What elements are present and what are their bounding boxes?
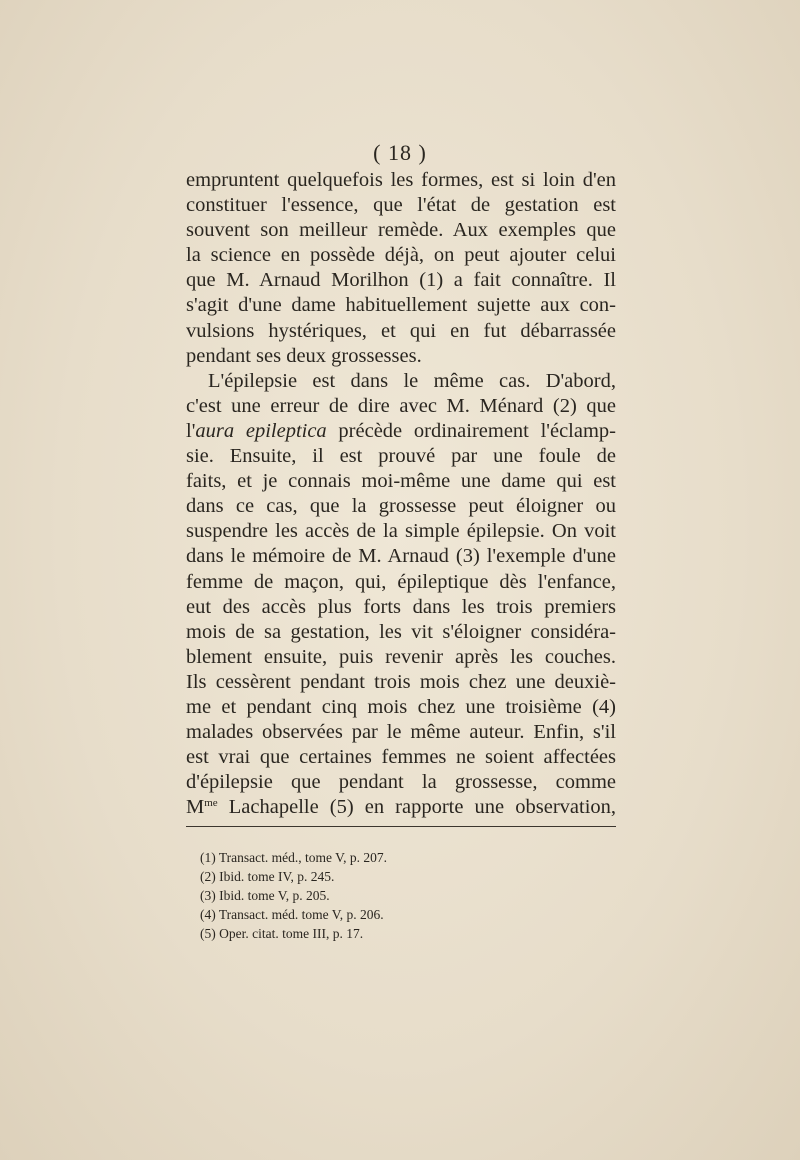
text-line: empruntent quelquefois les formes, est si loin d'en [186, 169, 616, 191]
text-line: suspendre les accès de la simple épilepsie. On voit [186, 520, 616, 543]
text-line: me et pendant cinq mois chez une troisième (4) [186, 695, 616, 718]
text-line: est vrai que certaines femmes ne soient affectées [186, 746, 616, 769]
footnote: (5) Oper. citat. tome III, p. 17. [200, 926, 364, 941]
body-text [186, 168, 616, 820]
text-line: sie. Ensuite, il est prouvé par une foule de [186, 445, 616, 468]
text-line: que M. Arnaud Morilhon (1) a fait connaître. Il [186, 269, 616, 292]
text-line: la science en possède déjà, on peut ajouter celui [186, 244, 616, 267]
line-prefix: l' [186, 419, 196, 442]
footnote-separator [186, 826, 616, 827]
text-line: s'agit d'une dame habituellement sujette aux con- [186, 294, 616, 317]
text-line: souvent son meilleur remède. Aux exemples que [186, 219, 616, 242]
text-line: constituer l'essence, que l'état de gestation est [186, 194, 616, 217]
text-line: pendant ses deux grossesses. [186, 344, 422, 367]
line-rest: Lachapelle (5) en rapporte une observation, [228, 796, 617, 819]
text-line: malades observées par le même auteur. Enfin, s'il [186, 721, 616, 744]
text-line: c'est une erreur de dire avec M. Ménard (2) que [186, 394, 616, 417]
page-number: ( 18 ) [373, 140, 427, 165]
italic-term: aura epileptica [195, 419, 327, 442]
text-line-with-italic [186, 419, 616, 444]
text-line: dans ce cas, que la grossesse peut éloigner ou [186, 495, 616, 518]
footnote: (4) Transact. méd. tome V, p. 206. [200, 907, 384, 922]
text-line: eut des accès plus forts dans les trois premiers [186, 595, 616, 618]
text-line: Ils cessèrent pendant trois mois chez une deuxiè- [186, 670, 616, 693]
text-line-with-abbreviation [186, 795, 616, 820]
footnote: (2) Ibid. tome IV, p. 245. [200, 869, 335, 884]
footnotes [200, 848, 580, 943]
text-line: vulsions hystériques, et qui en fut débarrassée [186, 319, 616, 342]
line-prefix: M [186, 796, 205, 819]
text-line: faits, et je connais moi-même une dame qui est [186, 470, 616, 493]
text-line: femme de maçon, qui, épileptique dès l'enfance, [186, 570, 616, 593]
text-line: L'épilepsie est dans le même cas. D'abord, [208, 369, 616, 392]
text-line: dans le mémoire de M. Arnaud (3) l'exemple d'une [186, 545, 616, 568]
text-line: d'épilepsie que pendant la grossesse, comme [186, 771, 616, 794]
footnote: (1) Transact. méd., tome V, p. 207. [200, 850, 387, 865]
text-line: blement ensuite, puis revenir après les couches. [186, 645, 616, 668]
line-rest: précède ordinairement l'éclamp- [338, 419, 616, 442]
footnote: (3) Ibid. tome V, p. 205. [200, 888, 330, 903]
text-line: mois de sa gestation, les vit s'éloigner considéra- [186, 620, 616, 643]
abbreviation-superscript: me [204, 797, 218, 810]
